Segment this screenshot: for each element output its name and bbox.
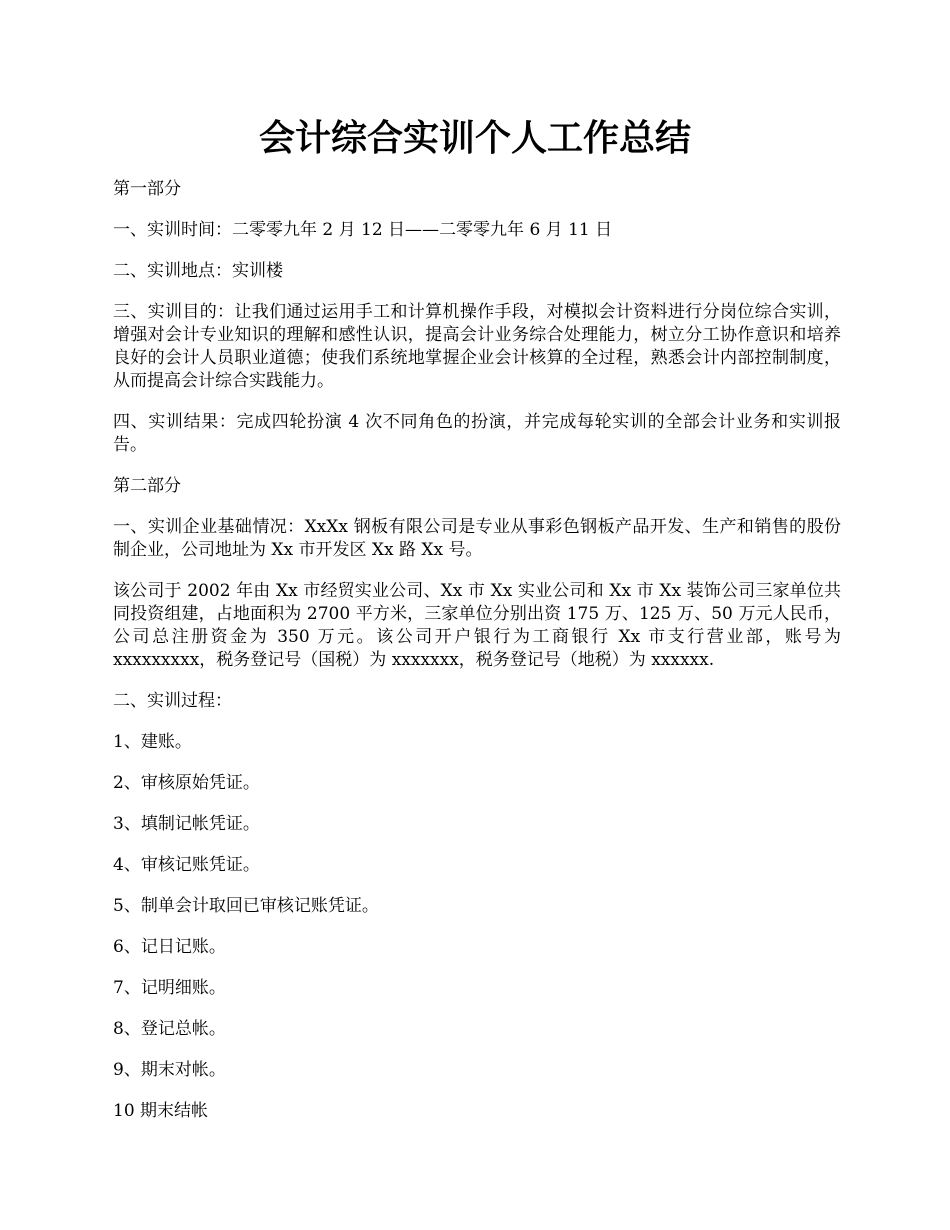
process-step: 2、审核原始凭证。 — [113, 773, 260, 793]
process-step: 7、记明细账。 — [113, 978, 226, 998]
process-step: 9、期末对帐。 — [113, 1060, 226, 1080]
training-location: 二、实训地点：实训楼 — [113, 261, 283, 281]
training-process-heading: 二、实训过程： — [113, 691, 232, 711]
process-step: 4、审核记账凭证。 — [113, 855, 260, 875]
process-step: 10 期末结帐 — [113, 1101, 209, 1121]
process-step: 1、建账。 — [113, 732, 192, 752]
section-heading-part-two: 第二部分 — [113, 476, 181, 496]
process-step: 8、登记总帐。 — [113, 1019, 226, 1039]
training-time: 一、实训时间：二零零九年 2 月 12 日——二零零九年 6 月 11 日 — [113, 220, 613, 240]
section-heading-part-one: 第一部分 — [113, 179, 181, 199]
training-result: 四、实训结果：完成四轮扮演 4 次不同角色的扮演，并完成每轮实训的全部会计业务和实训报告。 — [113, 412, 841, 455]
process-step: 6、记日记账。 — [113, 937, 226, 957]
document-title: 会计综合实训个人工作总结 — [258, 117, 691, 159]
process-step: 3、填制记帐凭证。 — [113, 814, 260, 834]
training-purpose: 三、实训目的：让我们通过运用手工和计算机操作手段，对模拟会计资料进行分岗位综合实训，增强对会计专业知识的理解和感性认识，提高会计业务综合处理能力，树立分工协作意识和培养良好的会计人员职业道德；使我们系统地掌握企业会计核算的全过程，熟悉会计内部控制制度，从而提高会计综合实践能力。 — [113, 302, 841, 391]
document-body — [113, 178, 841, 1141]
process-step: 5、制单会计取回已审核记账凭证。 — [113, 896, 379, 916]
company-details: 该公司于 2002 年由 Xx 市经贸实业公司、Xx 市 Xx 实业公司和 Xx 市 Xx 装饰公司三家单位共同投资组建，占地面积为 2700 平方米，三家单位分别出资 175 万、125 万、50 万元人民币，公司总注册资金为 350 万元。该公司开户银行为工商银行 Xx 市支行营业部，账号为 xxxxxxxxx，税务登记号（国税）为 xxxxxxx，税务登记号（地税）为 xxxxxx. — [113, 581, 841, 670]
company-basic-info: 一、实训企业基础情况：XxXx 钢板有限公司是专业从事彩色钢板产品开发、生产和销售的股份制企业，公司地址为 Xx 市开发区 Xx 路 Xx 号。 — [113, 517, 841, 560]
